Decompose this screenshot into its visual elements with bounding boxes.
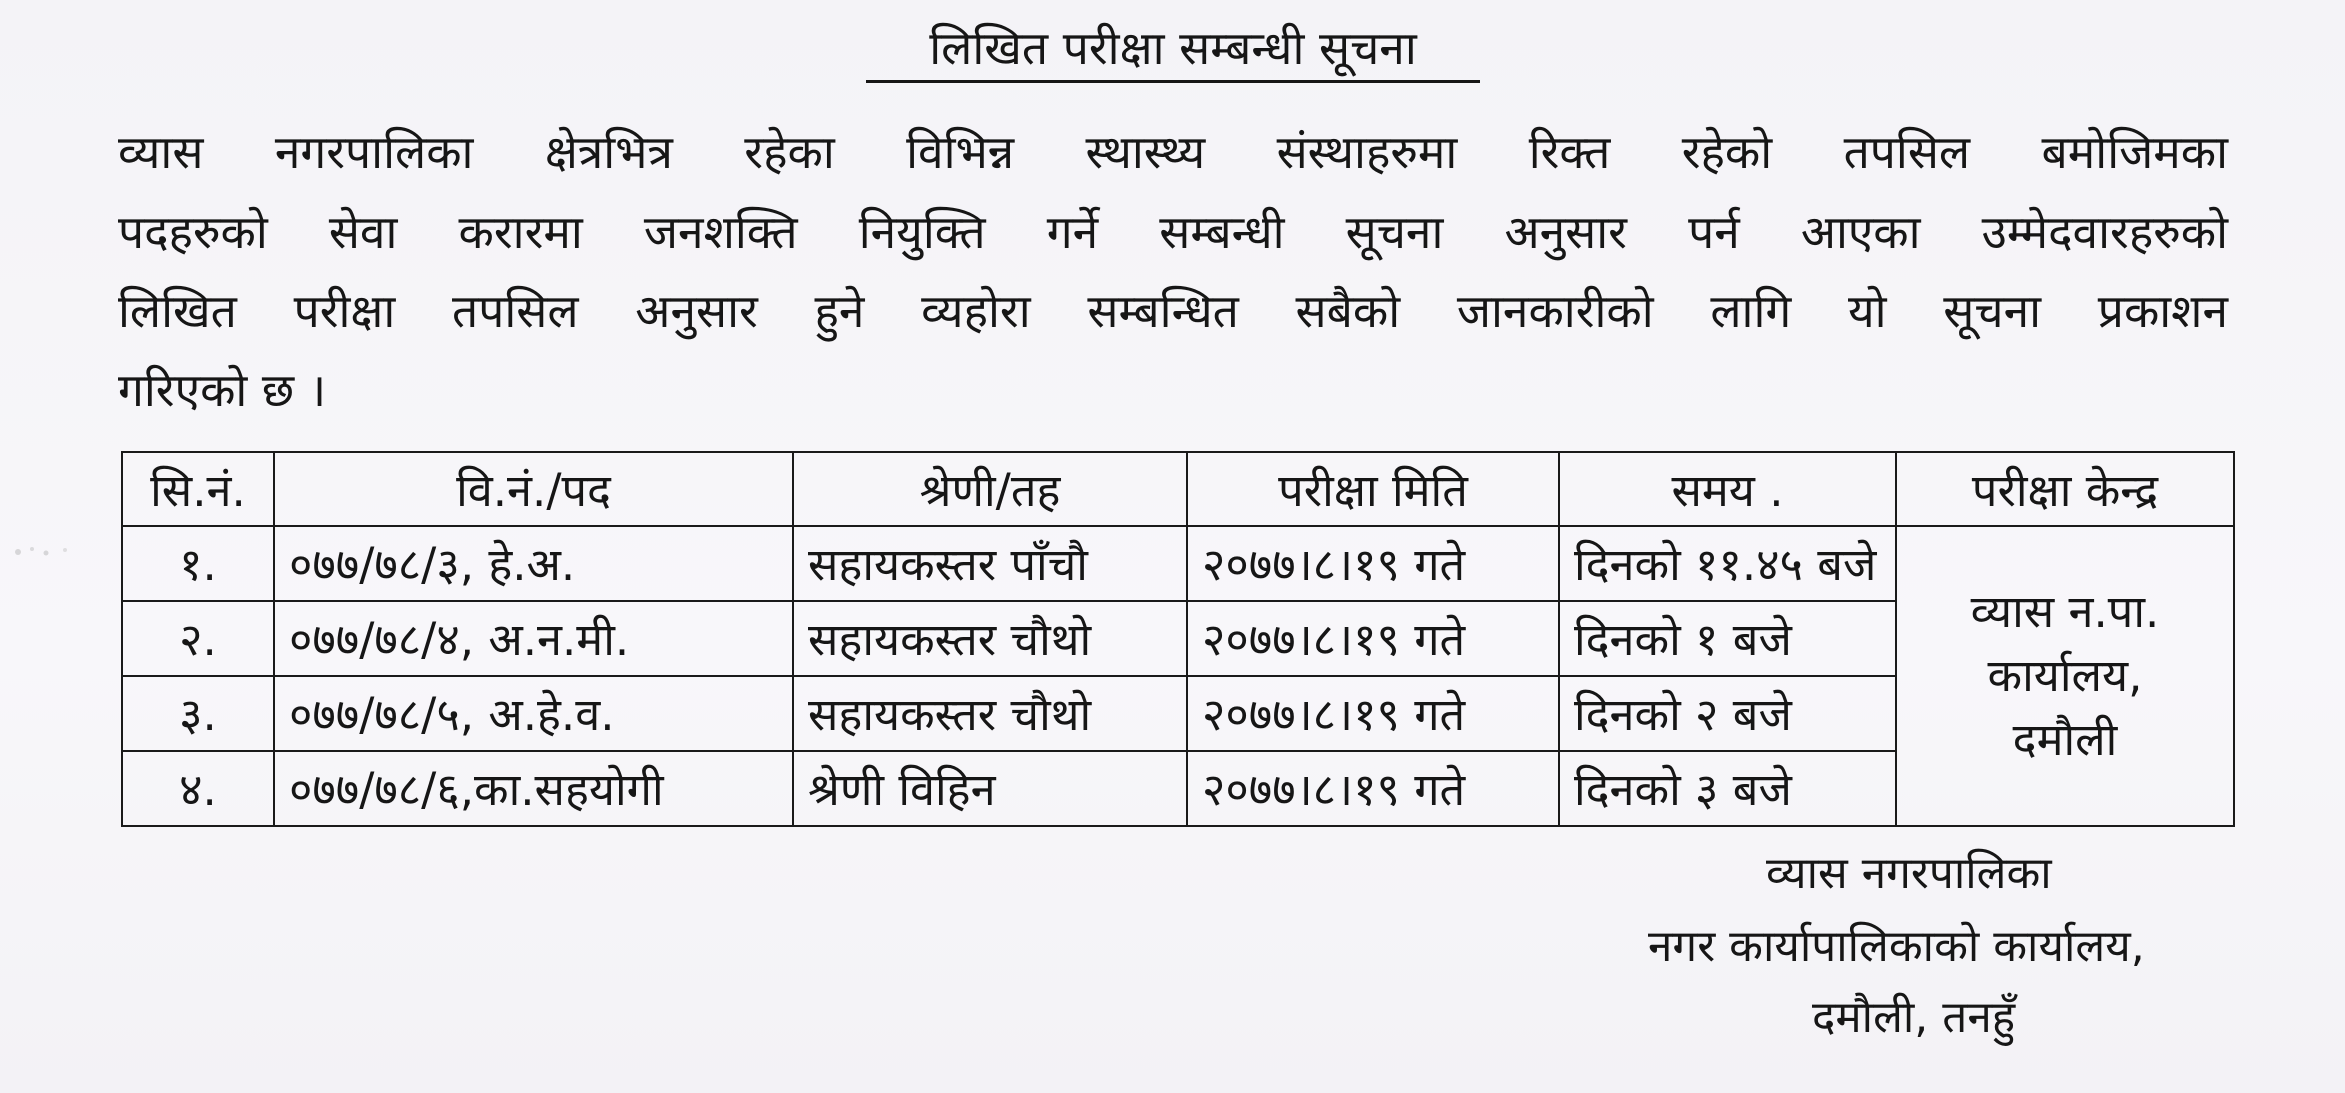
cell-time: दिनको ३ बजे — [1559, 751, 1896, 826]
header-level: श्रेणी/तह — [793, 452, 1187, 526]
cell-level: सहायकस्तर चौथो — [793, 676, 1187, 751]
notice-body-line-2: पदहरुको सेवा करारमा जनशक्ति नियुक्ति गर्ने सम्बन्धी सूचना अनुसार पर्न आएका उम्मेदवारहरुको — [118, 205, 2228, 259]
header-exam-date: परीक्षा मिति — [1187, 452, 1559, 526]
notice-title: लिखित परीक्षा सम्बन्धी सूचना — [866, 18, 1480, 83]
cell-serial-number: १. — [122, 526, 274, 601]
signature-office-location: दमौली, तनहुँ — [1812, 992, 2016, 1043]
header-advertisement-post: वि.नं./पद — [274, 452, 793, 526]
table-row — [122, 526, 2234, 601]
exam-center-line-3: दमौली — [2012, 713, 2118, 766]
signature-office-name: व्यास नगरपालिका — [1766, 848, 2052, 899]
table-header-row — [122, 452, 2234, 526]
cell-exam-date: २०७७।८।१९ गते — [1187, 526, 1559, 601]
cell-level: श्रेणी विहिन — [793, 751, 1187, 826]
header-time: समय . — [1559, 452, 1896, 526]
exam-schedule-table — [121, 451, 2235, 827]
cell-post: ०७७/७८/४, अ.न.मी. — [274, 601, 793, 676]
cell-level: सहायकस्तर चौथो — [793, 601, 1187, 676]
cell-post: ०७७/७८/५, अ.हे.व. — [274, 676, 793, 751]
cell-exam-date: २०७७।८।१९ गते — [1187, 751, 1559, 826]
scan-speck-mark — [10, 540, 80, 562]
cell-time: दिनको १ बजे — [1559, 601, 1896, 676]
cell-time: दिनको २ बजे — [1559, 676, 1896, 751]
notice-body-line-4: गरिएको छ । — [118, 363, 327, 417]
exam-center-line-2: कार्यालय, — [1987, 649, 2143, 702]
cell-serial-number: २. — [122, 601, 274, 676]
cell-exam-date: २०७७।८।१९ गते — [1187, 601, 1559, 676]
cell-exam-date: २०७७।८।१९ गते — [1187, 676, 1559, 751]
signature-office-department: नगर कार्यापालिकाको कार्यालय, — [1648, 921, 2145, 972]
cell-post: ०७७/७८/६,का.सहयोगी — [274, 751, 793, 826]
cell-exam-center — [1896, 526, 2234, 826]
cell-serial-number: ३. — [122, 676, 274, 751]
header-exam-center: परीक्षा केन्द्र — [1896, 452, 2234, 526]
header-serial-number: सि.नं. — [122, 452, 274, 526]
cell-serial-number: ४. — [122, 751, 274, 826]
notice-body-line-3: लिखित परीक्षा तपसिल अनुसार हुने व्यहोरा सम्बन्धित सबैको जानकारीको लागि यो सूचना प्रकाशन — [118, 284, 2228, 338]
cell-time: दिनको ११.४५ बजे — [1559, 526, 1896, 601]
cell-post: ०७७/७८/३, हे.अ. — [274, 526, 793, 601]
exam-center-line-1: व्यास न.पा. — [1970, 585, 2160, 638]
notice-body-line-1: व्यास नगरपालिका क्षेत्रभित्र रहेका विभिन्न स्थास्थ्य संस्थाहरुमा रिक्त रहेको तपसिल बमोजिमका — [118, 125, 2228, 179]
cell-level: सहायकस्तर पाँचौ — [793, 526, 1187, 601]
